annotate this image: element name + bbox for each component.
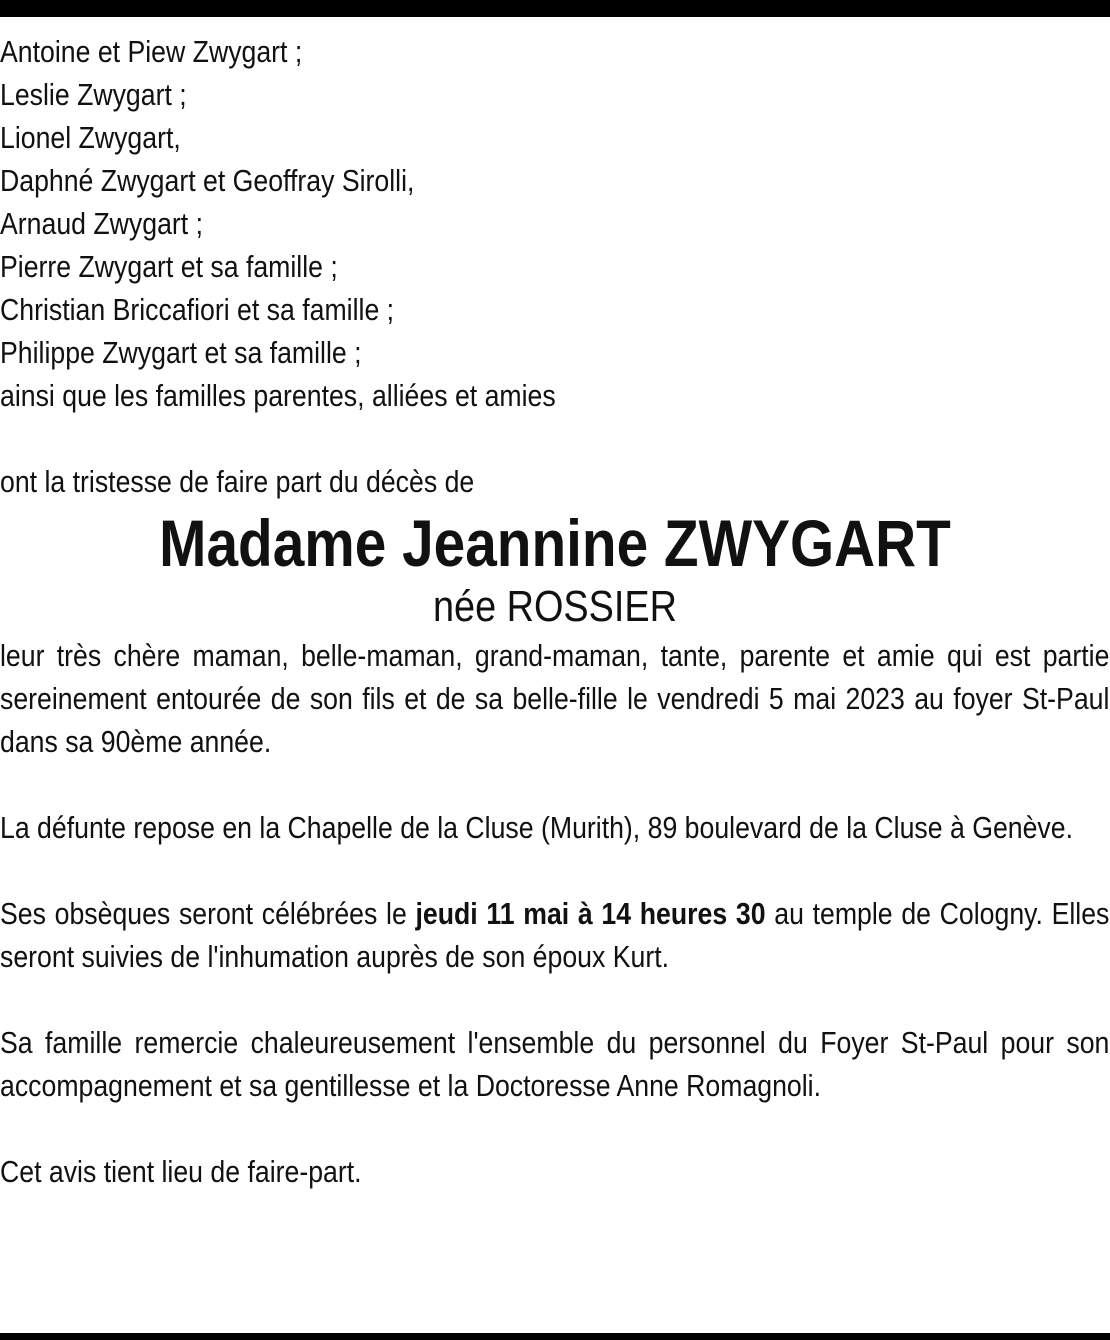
spacer (0, 417, 1110, 460)
spacer (0, 849, 1110, 892)
description-paragraph: leur très chère maman, belle-maman, grand-maman, tante, parente et amie qui est partie sereinement entourée de son fils et de sa belle-fille le vendredi 5 mai 2023 au foyer St-Paul dans sa 90ème année. (0, 638, 1110, 759)
family-line: Antoine et Piew Zwygart ; (0, 34, 303, 69)
family-line: Daphné Zwygart et Geoffray Sirolli, (0, 163, 415, 198)
rest-location-paragraph: La défunte repose en la Chapelle de la Cluse (Murith), 89 boulevard de la Cluse à Genève. (0, 810, 1073, 845)
family-line: ainsi que les familles parentes, alliées et amies (0, 378, 556, 413)
family-line: Leslie Zwygart ; (0, 77, 187, 112)
announcement-intro: ont la tristesse de faire part du décès de (0, 464, 475, 499)
death-notice (0, 30, 1110, 1193)
funeral-paragraph (0, 892, 1109, 978)
family-line: Lionel Zwygart, (0, 120, 181, 155)
funeral-text: Ses obsèques seront célébrées le (0, 896, 416, 931)
thanks-paragraph: Sa famille remercie chaleureusement l'ensemble du personnel du Foyer St-Paul pour son accompagnement et sa gentillesse et la Doctoresse Anne Romagnoli. (0, 1025, 1110, 1103)
funeral-text: au temple de Cologny. Elles seront suivies de l'inhumation auprès de son époux Kurt. (0, 896, 1110, 974)
family-list (0, 30, 1110, 417)
spacer (0, 1107, 1110, 1150)
family-line: Pierre Zwygart et sa famille ; (0, 249, 338, 284)
family-line: Philippe Zwygart et sa famille ; (0, 335, 362, 370)
closing-line: Cet avis tient lieu de faire-part. (0, 1154, 362, 1189)
spacer (0, 978, 1110, 1021)
family-line: Christian Briccafiori et sa famille ; (0, 292, 395, 327)
bottom-rule (0, 1333, 1110, 1340)
top-rule (0, 0, 1110, 17)
family-line: Arnaud Zwygart ; (0, 206, 204, 241)
funeral-date: jeudi 11 mai à 14 heures 30 (415, 896, 766, 931)
birth-name: née ROSSIER (433, 582, 677, 631)
deceased-name: Madame Jeannine ZWYGART (159, 506, 951, 580)
spacer (0, 763, 1110, 806)
